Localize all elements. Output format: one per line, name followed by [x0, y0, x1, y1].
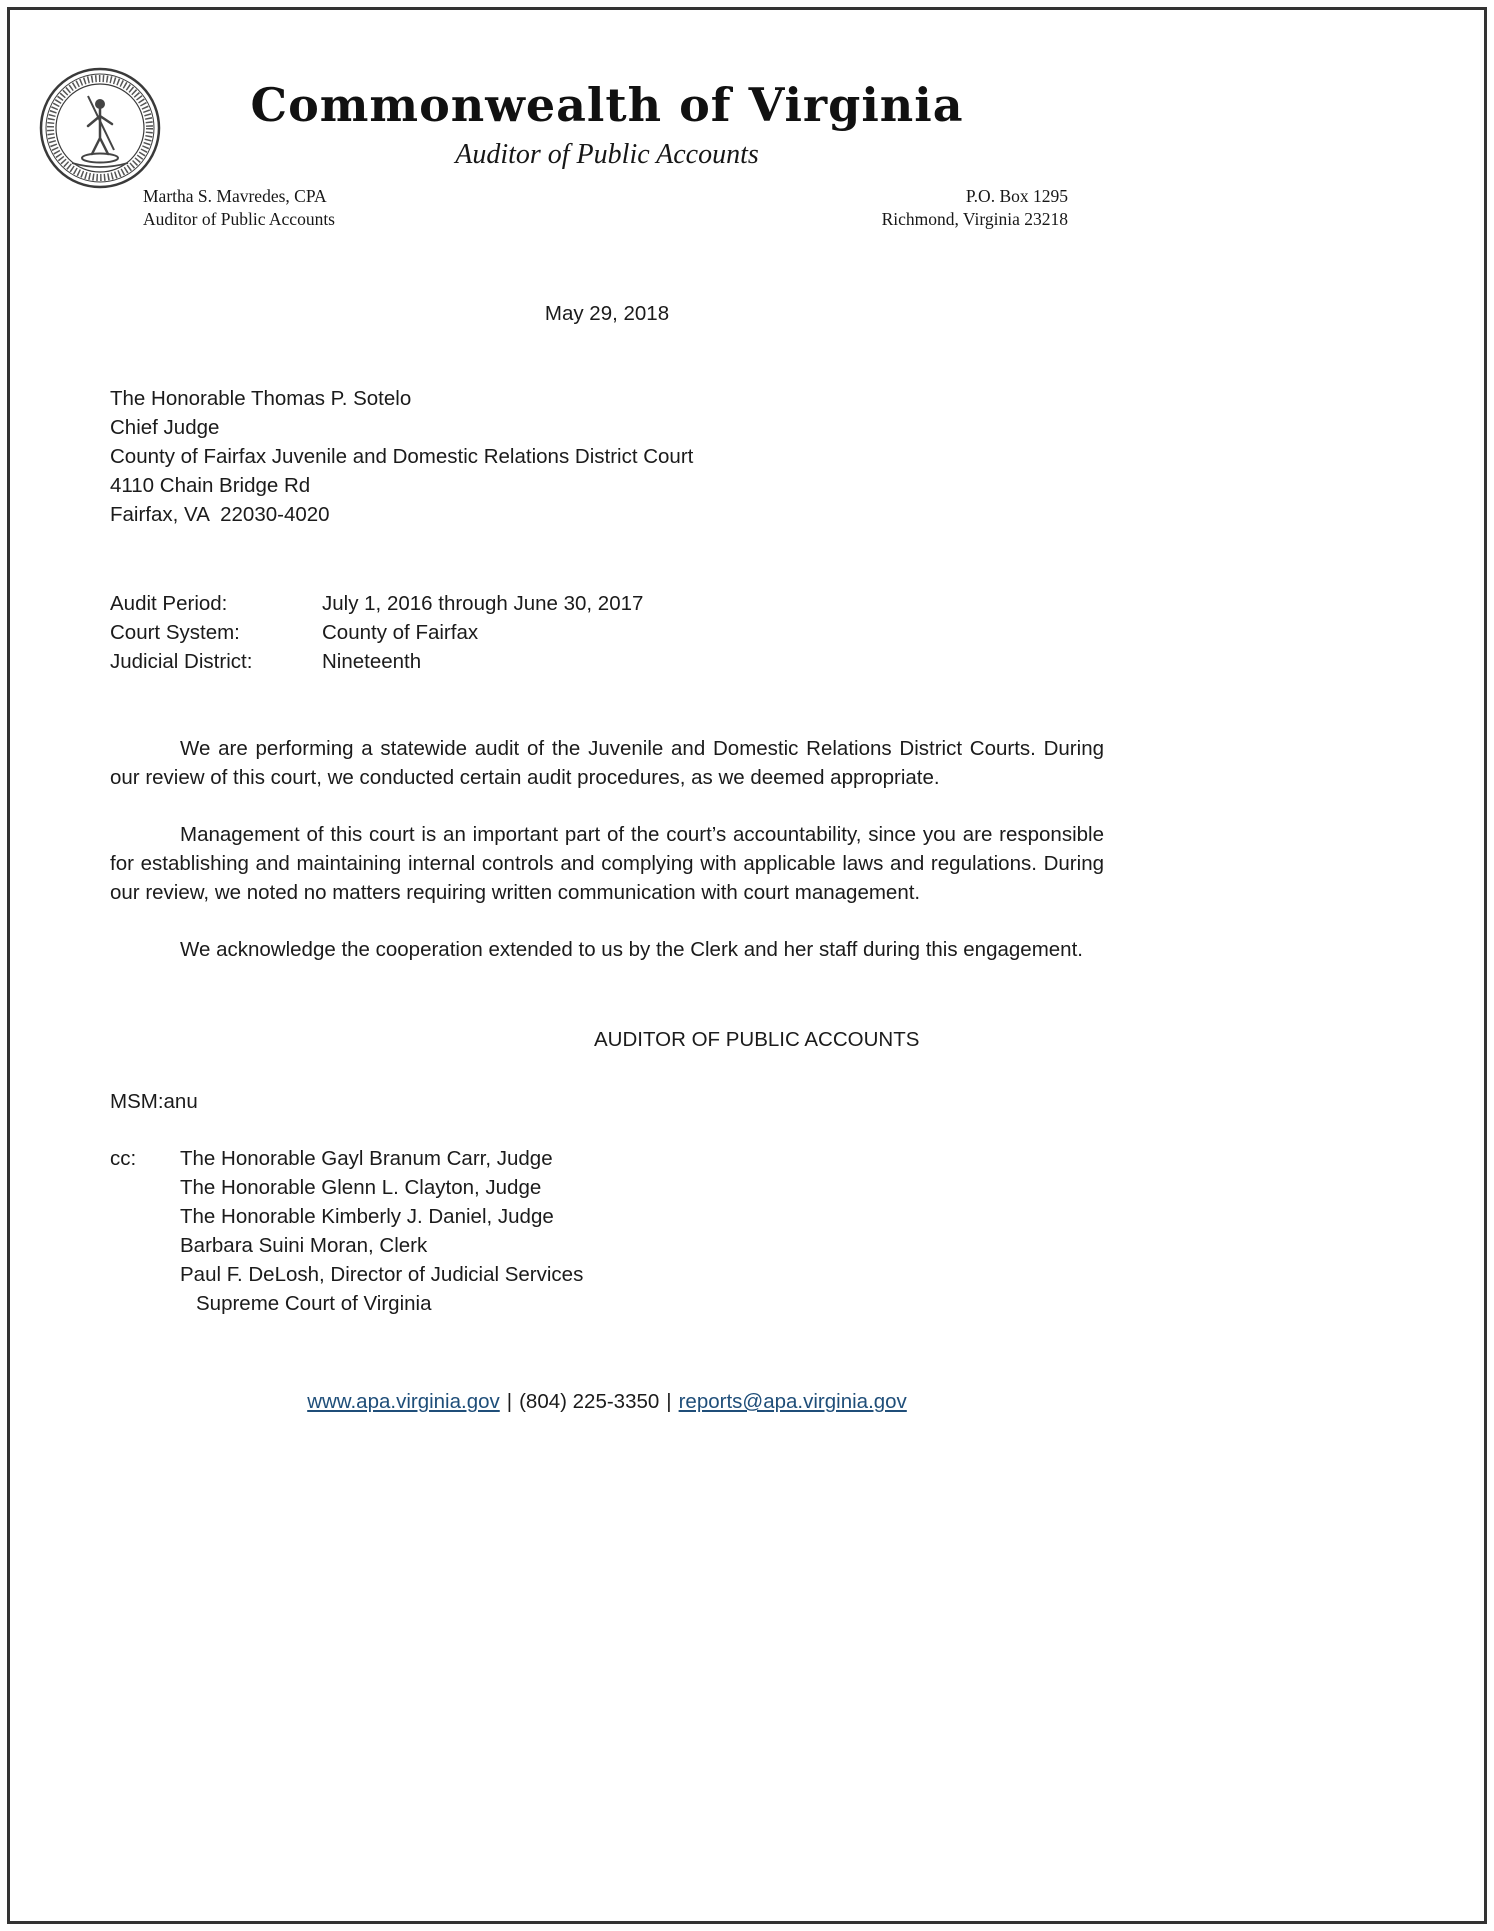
letterhead-title: Commonwealth of Virginia: [250, 78, 964, 132]
website-link[interactable]: www.apa.virginia.gov: [307, 1389, 500, 1413]
cc-label: cc:: [110, 1146, 137, 1170]
footer-separator: |: [666, 1389, 672, 1413]
cc-block: [110, 1144, 1104, 1318]
audit-info-row: [110, 647, 1104, 676]
body-paragraph: Management of this court is an important part of the court’s accountability, since you are responsible for establishing and maintaining internal controls and complying with applicable laws and regulations. During our review, we noted no matters requiring written communication with court management.: [110, 822, 1104, 904]
letter-content: [110, 0, 1104, 1414]
body-paragraph: We are performing a statewide audit of the Juvenile and Domestic Relations District Courts. During our review of this court, we conducted certain audit procedures, as we deemed appropriate.: [110, 736, 1104, 789]
reference-initials: MSM:anu: [110, 1089, 198, 1113]
audit-info-value: July 1, 2016 through June 30, 2017: [322, 591, 644, 615]
body-paragraph: We acknowledge the cooperation extended to us by the Clerk and her staff during this engagement.: [180, 937, 1083, 961]
letterhead-info-row: [110, 185, 1104, 230]
recipient-line: Chief Judge: [110, 415, 220, 439]
cc-item: Supreme Court of Virginia: [196, 1291, 432, 1315]
letter-body: [110, 734, 1104, 964]
email-link[interactable]: reports@apa.virginia.gov: [678, 1389, 907, 1413]
letter-date: May 29, 2018: [544, 301, 670, 325]
audit-info-label: Judicial District:: [110, 649, 253, 673]
official-name: Martha S. Mavredes, CPA: [143, 186, 327, 207]
signature-line: AUDITOR OF PUBLIC ACCOUNTS: [594, 1027, 920, 1051]
official-block: [143, 185, 335, 230]
recipient-line: County of Fairfax Juvenile and Domestic Relations District Court: [110, 444, 694, 468]
cc-item: Paul F. DeLosh, Director of Judicial Services: [180, 1262, 584, 1286]
footer-separator: |: [506, 1389, 513, 1413]
audit-info-value: County of Fairfax: [322, 620, 479, 644]
cc-item: The Honorable Glenn L. Clayton, Judge: [180, 1175, 542, 1199]
office-address-block: [882, 185, 1068, 230]
audit-info-value: Nineteenth: [322, 649, 422, 673]
cc-item: The Honorable Kimberly J. Daniel, Judge: [180, 1204, 554, 1228]
city-state-zip: Richmond, Virginia 23218: [881, 208, 1068, 229]
cc-list: [180, 1144, 583, 1318]
recipient-line: The Honorable Thomas P. Sotelo: [110, 386, 412, 410]
cc-item: Barbara Suini Moran, Clerk: [180, 1233, 428, 1257]
phone-number: (804) 225-3350: [519, 1389, 660, 1413]
recipient-address-block: [110, 384, 1104, 529]
po-box: P.O. Box 1295: [965, 186, 1068, 207]
audit-info-row: [110, 589, 1104, 618]
letterhead: [110, 0, 1104, 171]
audit-info-row: [110, 618, 1104, 647]
cc-item: The Honorable Gayl Branum Carr, Judge: [180, 1146, 553, 1170]
official-title: Auditor of Public Accounts: [143, 208, 335, 229]
recipient-line: 4110 Chain Bridge Rd: [110, 473, 311, 497]
contact-footer: [110, 1390, 1104, 1414]
audit-info-label: Court System:: [110, 620, 240, 644]
audit-info-label: Audit Period:: [110, 591, 228, 615]
audit-info-block: [110, 589, 1104, 676]
recipient-line: Fairfax, VA 22030-4020: [110, 502, 330, 526]
letterhead-subtitle: Auditor of Public Accounts: [455, 139, 759, 171]
